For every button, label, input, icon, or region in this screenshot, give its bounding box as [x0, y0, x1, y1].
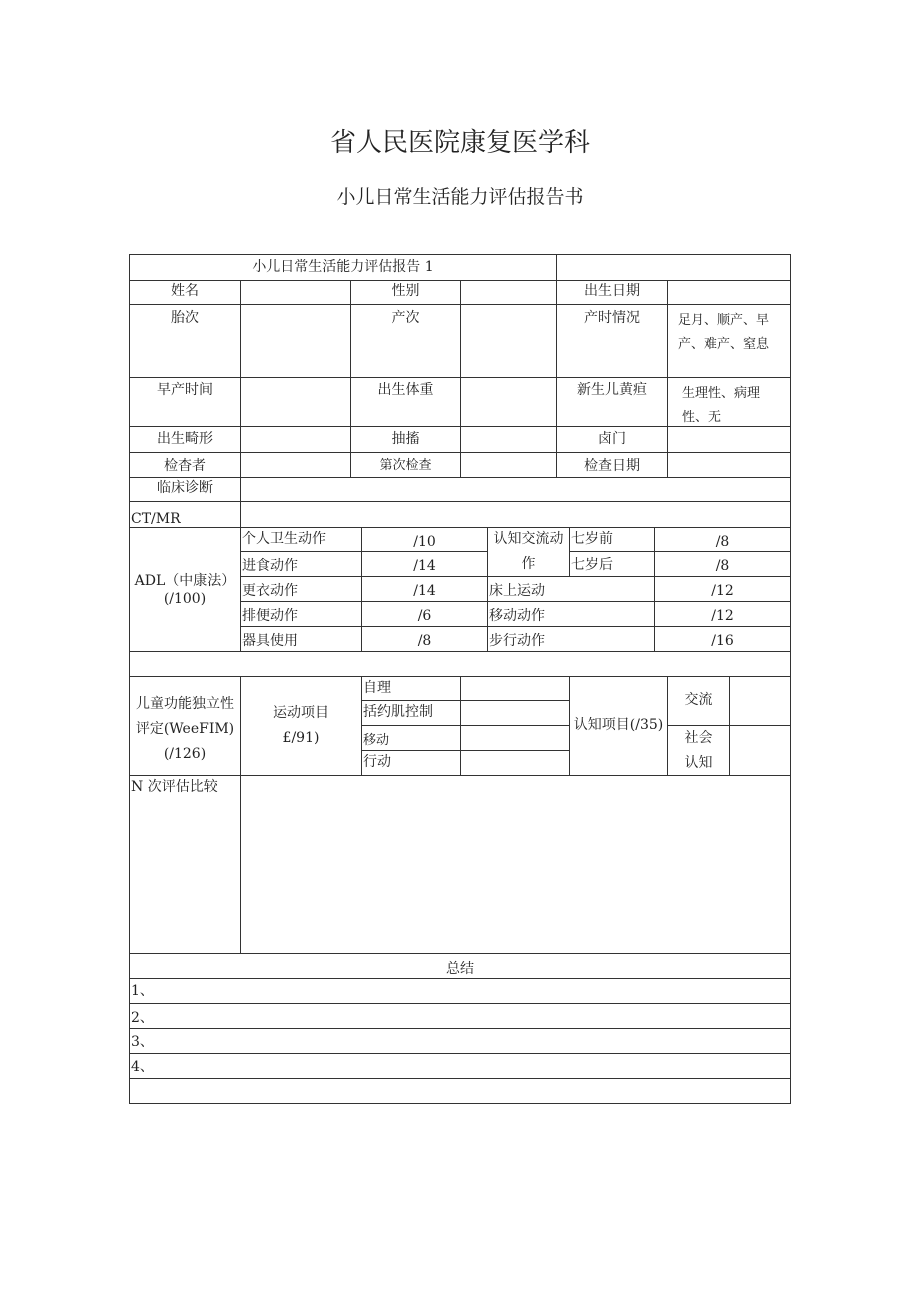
- adl-other-max: /16: [654, 626, 791, 652]
- table-caption: [129, 254, 557, 281]
- exam-count-label: 第次检查: [350, 452, 461, 478]
- weefim-motor-score[interactable]: [460, 725, 570, 751]
- weefim-motor-score[interactable]: [460, 750, 570, 776]
- examiner-field[interactable]: [240, 452, 351, 478]
- adl-label: ADL（中康法）(/100): [129, 527, 241, 652]
- adl-item-max: /14: [361, 576, 488, 602]
- spacer-row: [129, 651, 791, 677]
- caption-blank[interactable]: [556, 254, 791, 281]
- adl-item-name: 进食动作: [240, 551, 362, 577]
- birth-weight-field[interactable]: [460, 377, 557, 427]
- diagnosis-field[interactable]: [240, 477, 791, 502]
- summary-item[interactable]: 2、: [129, 1003, 791, 1029]
- weefim-motor-item: 自理: [361, 676, 461, 701]
- adl-item-max: /6: [361, 601, 488, 627]
- jaundice-options: 生理性、病理性、无: [667, 377, 791, 427]
- summary-blank[interactable]: [129, 1078, 791, 1104]
- fontanel-label: 卤门: [556, 426, 668, 453]
- summary-item[interactable]: 4、: [129, 1053, 791, 1079]
- weefim-cognitive-score[interactable]: [729, 676, 791, 726]
- adl-other-item: 床上运动: [487, 576, 655, 602]
- weefim-motor-score[interactable]: [460, 700, 570, 726]
- adl-item-name: 个人卫生动作: [240, 527, 362, 552]
- adl-item-name: 更衣动作: [240, 576, 362, 602]
- adl-cognitive-label: 认知交流动作: [487, 527, 570, 577]
- weefim-motor-item: 移动: [361, 725, 461, 751]
- premature-label: 早产时间: [129, 377, 241, 427]
- deformity-field[interactable]: [240, 426, 351, 453]
- sex-field[interactable]: [460, 280, 557, 305]
- birthdate-label: 出生日期: [556, 280, 668, 305]
- sex-label: 性别: [350, 280, 461, 305]
- adl-item-name: 排便动作: [240, 601, 362, 627]
- hospital-title: 省人民医院康复医学科: [329, 128, 590, 158]
- report-title: 小儿日常生活能力评估报告书: [336, 186, 584, 208]
- weefim-motor-item: 行动: [361, 750, 461, 776]
- adl-other-max: /12: [654, 576, 791, 602]
- delivery-label: 产时情况: [556, 304, 668, 378]
- exam-date-field[interactable]: [667, 452, 791, 478]
- adl-cognitive-max: /8: [654, 551, 791, 577]
- premature-field[interactable]: [240, 377, 351, 427]
- convulsion-label: 抽搐: [350, 426, 461, 453]
- adl-item-max: /10: [361, 527, 488, 552]
- deformity-label: 出生畸形: [129, 426, 241, 453]
- weefim-cognitive-label: 认知项目(/35): [569, 676, 668, 776]
- adl-other-item: 移动动作: [487, 601, 655, 627]
- convulsion-field[interactable]: [460, 426, 557, 453]
- weefim-cognitive-item: 交流: [667, 676, 730, 726]
- exam-date-label: 检查日期: [556, 452, 668, 478]
- compare-area[interactable]: [240, 775, 791, 954]
- summary-item[interactable]: 3、: [129, 1028, 791, 1054]
- name-field[interactable]: [240, 280, 351, 305]
- adl-cognitive-item: 七岁前: [569, 527, 655, 552]
- birthdate-field[interactable]: [667, 280, 791, 305]
- compare-label: N 次评估比较: [129, 775, 241, 954]
- birth-weight-label: 出生体重: [350, 377, 461, 427]
- parity-field[interactable]: [240, 304, 351, 378]
- adl-other-max: /12: [654, 601, 791, 627]
- weefim-label: 儿童功能独立性评定(WeeFIM)(/126): [129, 676, 241, 776]
- birth-order-field[interactable]: [460, 304, 557, 378]
- adl-item-name: 器具使用: [240, 626, 362, 652]
- ctmr-label: CT/MR: [129, 501, 241, 528]
- adl-cognitive-item: 七岁后: [569, 551, 655, 577]
- weefim-cognitive-item: 社会认知: [667, 725, 730, 776]
- adl-other-item: 步行动作: [487, 626, 655, 652]
- parity-label: 胎次: [129, 304, 241, 378]
- ctmr-field[interactable]: [240, 501, 791, 528]
- exam-count-field[interactable]: [460, 452, 557, 478]
- weefim-motor-label: 运动项目£/91): [240, 676, 362, 776]
- caption-text: 小儿日常生活能力评估报告 1: [252, 259, 434, 275]
- summary-item[interactable]: 1、: [129, 978, 791, 1004]
- fontanel-field[interactable]: [667, 426, 791, 453]
- name-label: 姓名: [129, 280, 241, 305]
- summary-label: 总结: [129, 953, 791, 979]
- diagnosis-label: 临床诊断: [129, 477, 241, 502]
- weefim-cognitive-score[interactable]: [729, 725, 791, 776]
- birth-order-label: 产次: [350, 304, 461, 378]
- weefim-motor-item: 括约肌控制: [361, 700, 461, 726]
- delivery-options: 足月、顺产、早产、难产、窒息: [667, 304, 791, 378]
- examiner-label: 检杳者: [129, 452, 241, 478]
- adl-cognitive-max: /8: [654, 527, 791, 552]
- weefim-motor-score[interactable]: [460, 676, 570, 701]
- adl-item-max: /8: [361, 626, 488, 652]
- jaundice-label: 新生儿黄疸: [556, 377, 668, 427]
- adl-item-max: /14: [361, 551, 488, 577]
